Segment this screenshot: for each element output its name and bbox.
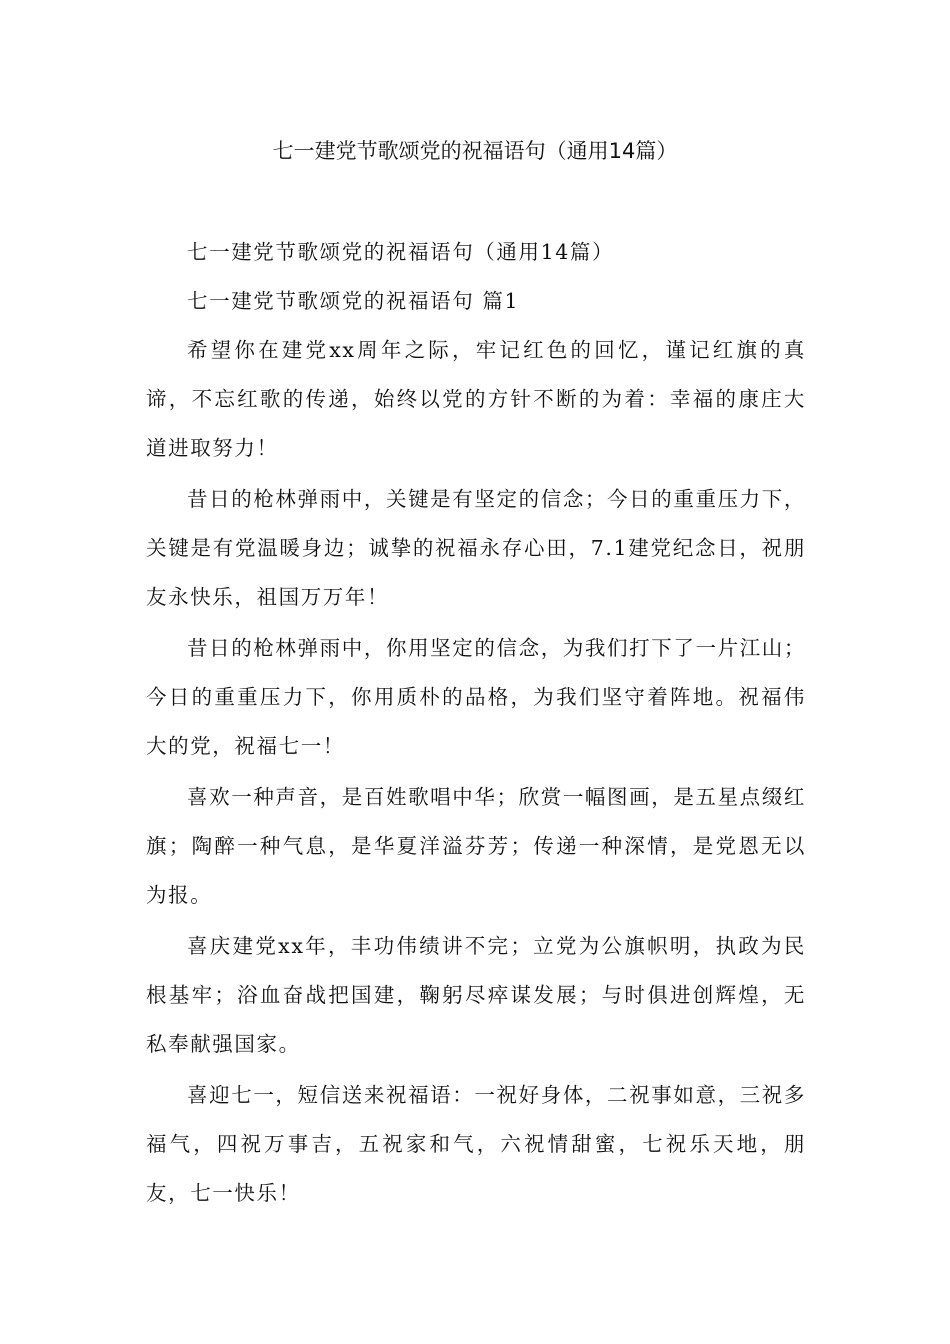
paragraph: 昔日的枪林弹雨中，你用坚定的信念，为我们打下了一片江山；今日的重重压力下，你用质朴的品格，为我们坚守着阵地。祝福伟大的党，祝福七一！ [146, 636, 806, 758]
paragraph: 喜欢一种声音，是百姓歌唱中华；欣赏一幅图画，是五星点缀红旗；陶醉一种气息，是华夏洋溢芬芳；传递一种深情，是党恩无以为报。 [146, 785, 806, 907]
document-subtitle: 七一建党节歌颂党的祝福语句（通用14篇） [187, 240, 615, 264]
document-body [146, 228, 806, 1220]
paragraph: 喜庆建党xx年，丰功伟绩讲不完；立党为公旗帜明，执政为民根基牢；浴血奋战把国建，鞠躬尽瘁谋发展；与时俱进创辉煌，无私奉献强国家。 [146, 934, 806, 1056]
document-title: 七一建党节歌颂党的祝福语句（通用14篇） [272, 139, 678, 163]
section-heading: 七一建党节歌颂党的祝福语句 篇1 [187, 289, 520, 313]
paragraph: 喜迎七一，短信送来祝福语：一祝好身体，二祝事如意，三祝多福气，四祝万事吉，五祝家和气，六祝情甜蜜，七祝乐天地，朋友，七一快乐！ [146, 1083, 806, 1205]
paragraph: 希望你在建党xx周年之际，牢记红色的回忆，谨记红旗的真谛，不忘红歌的传递，始终以党的方针不断的为着：幸福的康庄大道进取努力！ [146, 338, 806, 460]
paragraph: 昔日的枪林弹雨中，关键是有坚定的信念；今日的重重压力下，关键是有党温暖身边；诚挚的祝福永存心田，7.1建党纪念日，祝朋友永快乐，祖国万万年！ [146, 487, 806, 609]
